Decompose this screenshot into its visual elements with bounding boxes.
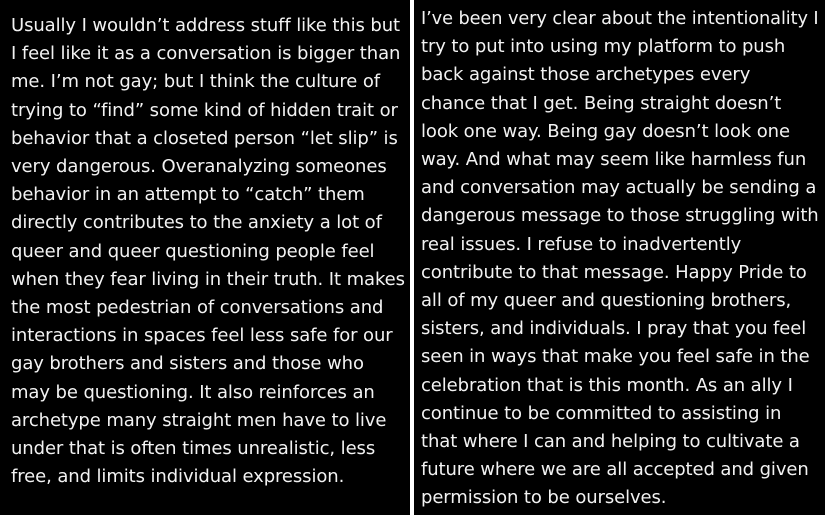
right-line-12: sisters, and individuals. I pray that you feel — [421, 318, 807, 340]
left-line-13: gay brothers and sisters and those who — [11, 353, 364, 375]
left-line-9: queer and queer questioning people feel — [11, 240, 375, 262]
right-line-16: that where I can and helping to cultivate a — [421, 431, 800, 453]
right-line-2: try to put into using my platform to push — [421, 36, 786, 58]
left-line-17: free, and limits individual expression. — [11, 466, 345, 488]
right-line-17: future where we are all accepted and given — [421, 459, 809, 481]
right-line-11: all of my queer and questioning brothers, — [421, 290, 792, 312]
left-line-15: archetype many straight men have to live — [11, 409, 387, 431]
left-line-5: behavior that a closeted person “let slip” is — [11, 127, 398, 149]
right-line-6: way. And what may seem like harmless fun — [421, 149, 807, 171]
right-line-5: look one way. Being gay doesn’t look one — [421, 120, 790, 142]
left-line-6: very dangerous. Overanalyzing someones — [11, 156, 387, 178]
left-text-panel — [0, 0, 410, 515]
right-line-4: chance that I get. Being straight doesn’t — [421, 92, 782, 114]
right-text-panel — [414, 0, 825, 515]
left-line-2: I feel like it as a conversation is bigger than — [11, 43, 401, 65]
left-line-1: Usually I wouldn’t address stuff like this but — [11, 15, 400, 36]
left-line-11: the most pedestrian of conversations and — [11, 297, 384, 319]
right-line-1: I’ve been very clear about the intentionality I — [421, 9, 819, 29]
left-line-4: trying to “find” some kind of hidden trait or — [11, 99, 398, 121]
right-line-13: seen in ways that make you feel safe in the — [421, 346, 810, 368]
left-line-7: behavior in an attempt to “catch” them — [11, 184, 365, 206]
left-line-12: interactions in spaces feel less safe for our — [11, 325, 393, 347]
left-line-3: me. I’m not gay; but I think the culture of — [11, 71, 380, 93]
right-line-18: permission to be ourselves. — [421, 487, 667, 509]
right-line-10: contribute to that message. Happy Pride to — [421, 261, 807, 283]
right-line-15: continue to be committed to assisting in — [421, 402, 782, 424]
left-line-16: under that is often times unrealistic, less — [11, 438, 376, 460]
left-line-14: may be questioning. It also reinforces an — [11, 381, 375, 403]
right-line-7: and conversation may actually be sending a — [421, 177, 817, 199]
left-line-10: when they fear living in their truth. It makes — [11, 268, 405, 290]
right-line-9: real issues. I refuse to inadvertently — [421, 233, 742, 255]
right-line-3: back against those archetypes every — [421, 64, 751, 86]
right-line-8: dangerous message to those struggling with — [421, 205, 819, 227]
left-line-8: directly contributes to the anxiety a lot of — [11, 212, 382, 234]
right-line-14: celebration that is this month. As an ally I — [421, 374, 793, 396]
